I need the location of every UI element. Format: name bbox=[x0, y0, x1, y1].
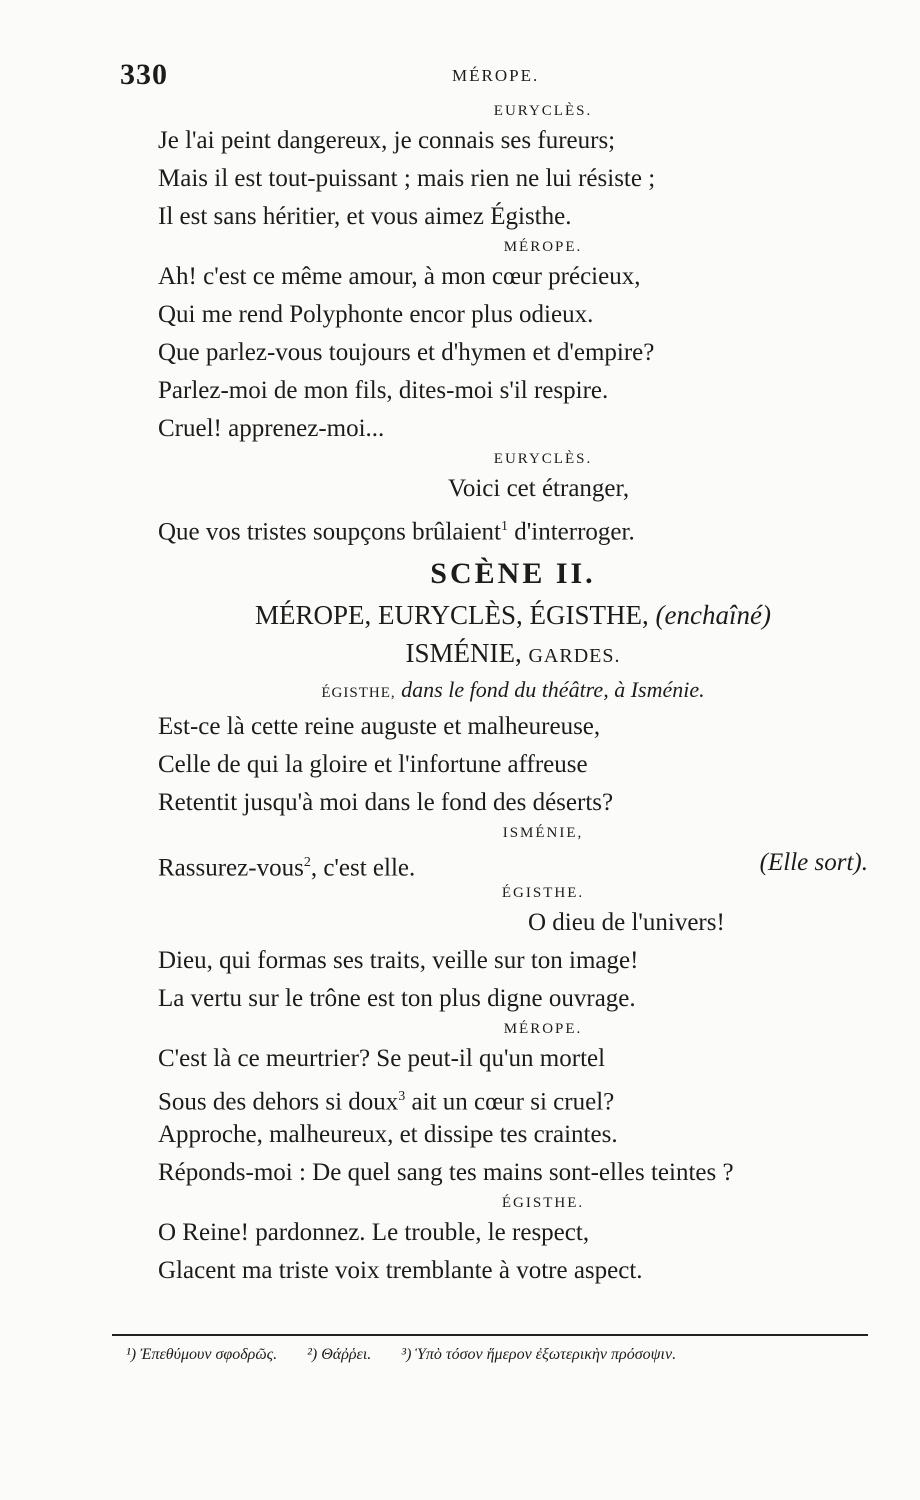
speaker-text: EURYCLÈS. bbox=[493, 451, 593, 467]
verse-line bbox=[158, 372, 868, 410]
speaker-text: EURYCLÈS. bbox=[493, 103, 593, 119]
verse-text: Cruel! apprenez-moi... bbox=[158, 415, 385, 442]
verse-line bbox=[158, 1252, 868, 1290]
footnote-1: ¹) Ἐπεθύμουν σφοδρῶς. bbox=[126, 1346, 278, 1363]
verse-line bbox=[158, 904, 868, 942]
verse-text: C'est là ce meurtrier? Se peut-il qu'un mortel bbox=[158, 1045, 606, 1072]
verse-text: Est-ce là cette reine auguste et malheureuse, bbox=[158, 713, 601, 740]
verse-text: Rassurez-vous bbox=[158, 854, 304, 882]
verse-line bbox=[158, 980, 868, 1018]
verse-text: La vertu sur le trône est ton plus digne ouvrage. bbox=[158, 985, 636, 1012]
footnote-marker: 2 bbox=[303, 855, 311, 870]
verse-line bbox=[158, 508, 868, 546]
verse-text: Mais il est tout-puissant ; mais rien ne lui résiste ; bbox=[158, 165, 656, 192]
speaker-label bbox=[218, 448, 868, 470]
character-names: MÉROPE, EURYCLÈS, ÉGISTHE, bbox=[255, 600, 649, 630]
verse-text: Dieu, qui formas ses traits, veille sur ton image! bbox=[158, 947, 639, 974]
verse-text-tail: d'interroger. bbox=[508, 518, 635, 546]
speaker-label bbox=[218, 822, 868, 844]
verse-text: Sous des dehors si doux bbox=[158, 1088, 399, 1116]
verse-line bbox=[158, 1040, 868, 1078]
verse-text: Ah! c'est ce même amour, à mon cœur précieux, bbox=[158, 263, 641, 290]
verse-line bbox=[158, 334, 868, 372]
footnote-marker: 3 bbox=[398, 1089, 406, 1104]
character-list-line-2 bbox=[158, 634, 868, 672]
speaker-label bbox=[218, 1192, 868, 1214]
verse-line bbox=[158, 470, 868, 508]
verse-line bbox=[158, 1214, 868, 1252]
page-body bbox=[158, 100, 868, 1290]
scene-title: SCÈNE II. bbox=[430, 557, 596, 590]
verse-line bbox=[158, 746, 868, 784]
verse-text: O Reine! pardonnez. Le trouble, le respect, bbox=[158, 1219, 590, 1246]
footnote-2: ²) Θάῤῥει. bbox=[307, 1346, 372, 1363]
speaker-text: ÉGISTHE. bbox=[501, 885, 585, 901]
verse-line bbox=[158, 122, 868, 160]
character-list-line-1 bbox=[158, 596, 868, 634]
speaker-label bbox=[218, 100, 868, 122]
speaker-label bbox=[218, 882, 868, 904]
dialogue-block-1 bbox=[158, 100, 868, 546]
speaker-label bbox=[218, 1018, 868, 1040]
verse-line bbox=[158, 258, 868, 296]
character-note: (enchaîné) bbox=[655, 600, 771, 630]
page-header bbox=[120, 58, 820, 98]
verse-text: Parlez-moi de mon fils, dites-moi s'il respire. bbox=[158, 377, 609, 404]
page-number: 330 bbox=[120, 58, 168, 91]
verse-text: Voici cet étranger, bbox=[448, 475, 630, 502]
character-guards: GARDES. bbox=[528, 645, 621, 667]
verse-text: Que vos tristes soupçons brûlaient bbox=[158, 518, 502, 546]
verse-line bbox=[158, 708, 868, 746]
verse-text: Retentit jusqu'à moi dans le fond des déserts? bbox=[158, 789, 614, 816]
stage-aside: (Elle sort). bbox=[759, 849, 868, 876]
footnotes bbox=[126, 1346, 866, 1364]
verse-text: Réponds-moi : De quel sang tes mains sont-elles teintes ? bbox=[158, 1159, 734, 1186]
speaker-label bbox=[218, 236, 868, 258]
footnote-rule bbox=[112, 1334, 868, 1336]
verse-line bbox=[158, 410, 868, 448]
verse-text-tail: , c'est elle. bbox=[310, 854, 416, 882]
verse-line bbox=[158, 1154, 868, 1192]
verse-line bbox=[158, 160, 868, 198]
verse-text: Glacent ma triste voix tremblante à votre aspect. bbox=[158, 1257, 643, 1284]
verse-text: Je l'ai peint dangereux, je connais ses fureurs; bbox=[158, 127, 616, 154]
verse-text: Il est sans héritier, et vous aimez Égisthe. bbox=[158, 203, 572, 230]
verse-text: Que parlez-vous toujours et d'hymen et d'empire? bbox=[158, 339, 655, 366]
verse-line bbox=[158, 844, 868, 882]
footnote-3: ³) Ὑπὸ τόσον ἥμερον ἐξωτερικὴν πρόσοψιν. bbox=[401, 1346, 677, 1363]
verse-text-tail: ait un cœur si cruel? bbox=[405, 1088, 615, 1116]
character-names-2: ISMÉNIE, bbox=[405, 638, 522, 668]
stage-speaker: ÉGISTHE, bbox=[321, 685, 396, 701]
verse-text: Celle de qui la gloire et l'infortune affreuse bbox=[158, 751, 588, 778]
speaker-text: ISMÉNIE, bbox=[502, 825, 584, 841]
verse-line bbox=[158, 1078, 868, 1116]
stage-direction bbox=[158, 672, 868, 708]
dialogue-block-2 bbox=[158, 708, 868, 1290]
verse-line bbox=[158, 784, 868, 822]
verse-text: O dieu de l'univers! bbox=[528, 909, 725, 936]
speaker-text: MÉROPE. bbox=[503, 1021, 583, 1037]
speaker-text: MÉROPE. bbox=[503, 239, 583, 255]
verse-line bbox=[158, 296, 868, 334]
verse-line bbox=[158, 1116, 868, 1154]
verse-text: Qui me rend Polyphonte encor plus odieux. bbox=[158, 301, 594, 328]
stage-text: dans le fond du théâtre, à Isménie. bbox=[401, 677, 705, 702]
verse-line bbox=[158, 198, 868, 236]
running-title: MÉROPE. bbox=[452, 66, 540, 85]
verse-text: Approche, malheureux, et dissipe tes craintes. bbox=[158, 1121, 618, 1148]
verse-line bbox=[158, 942, 868, 980]
speaker-text: ÉGISTHE. bbox=[501, 1195, 585, 1211]
footnote-marker: 1 bbox=[501, 519, 509, 534]
